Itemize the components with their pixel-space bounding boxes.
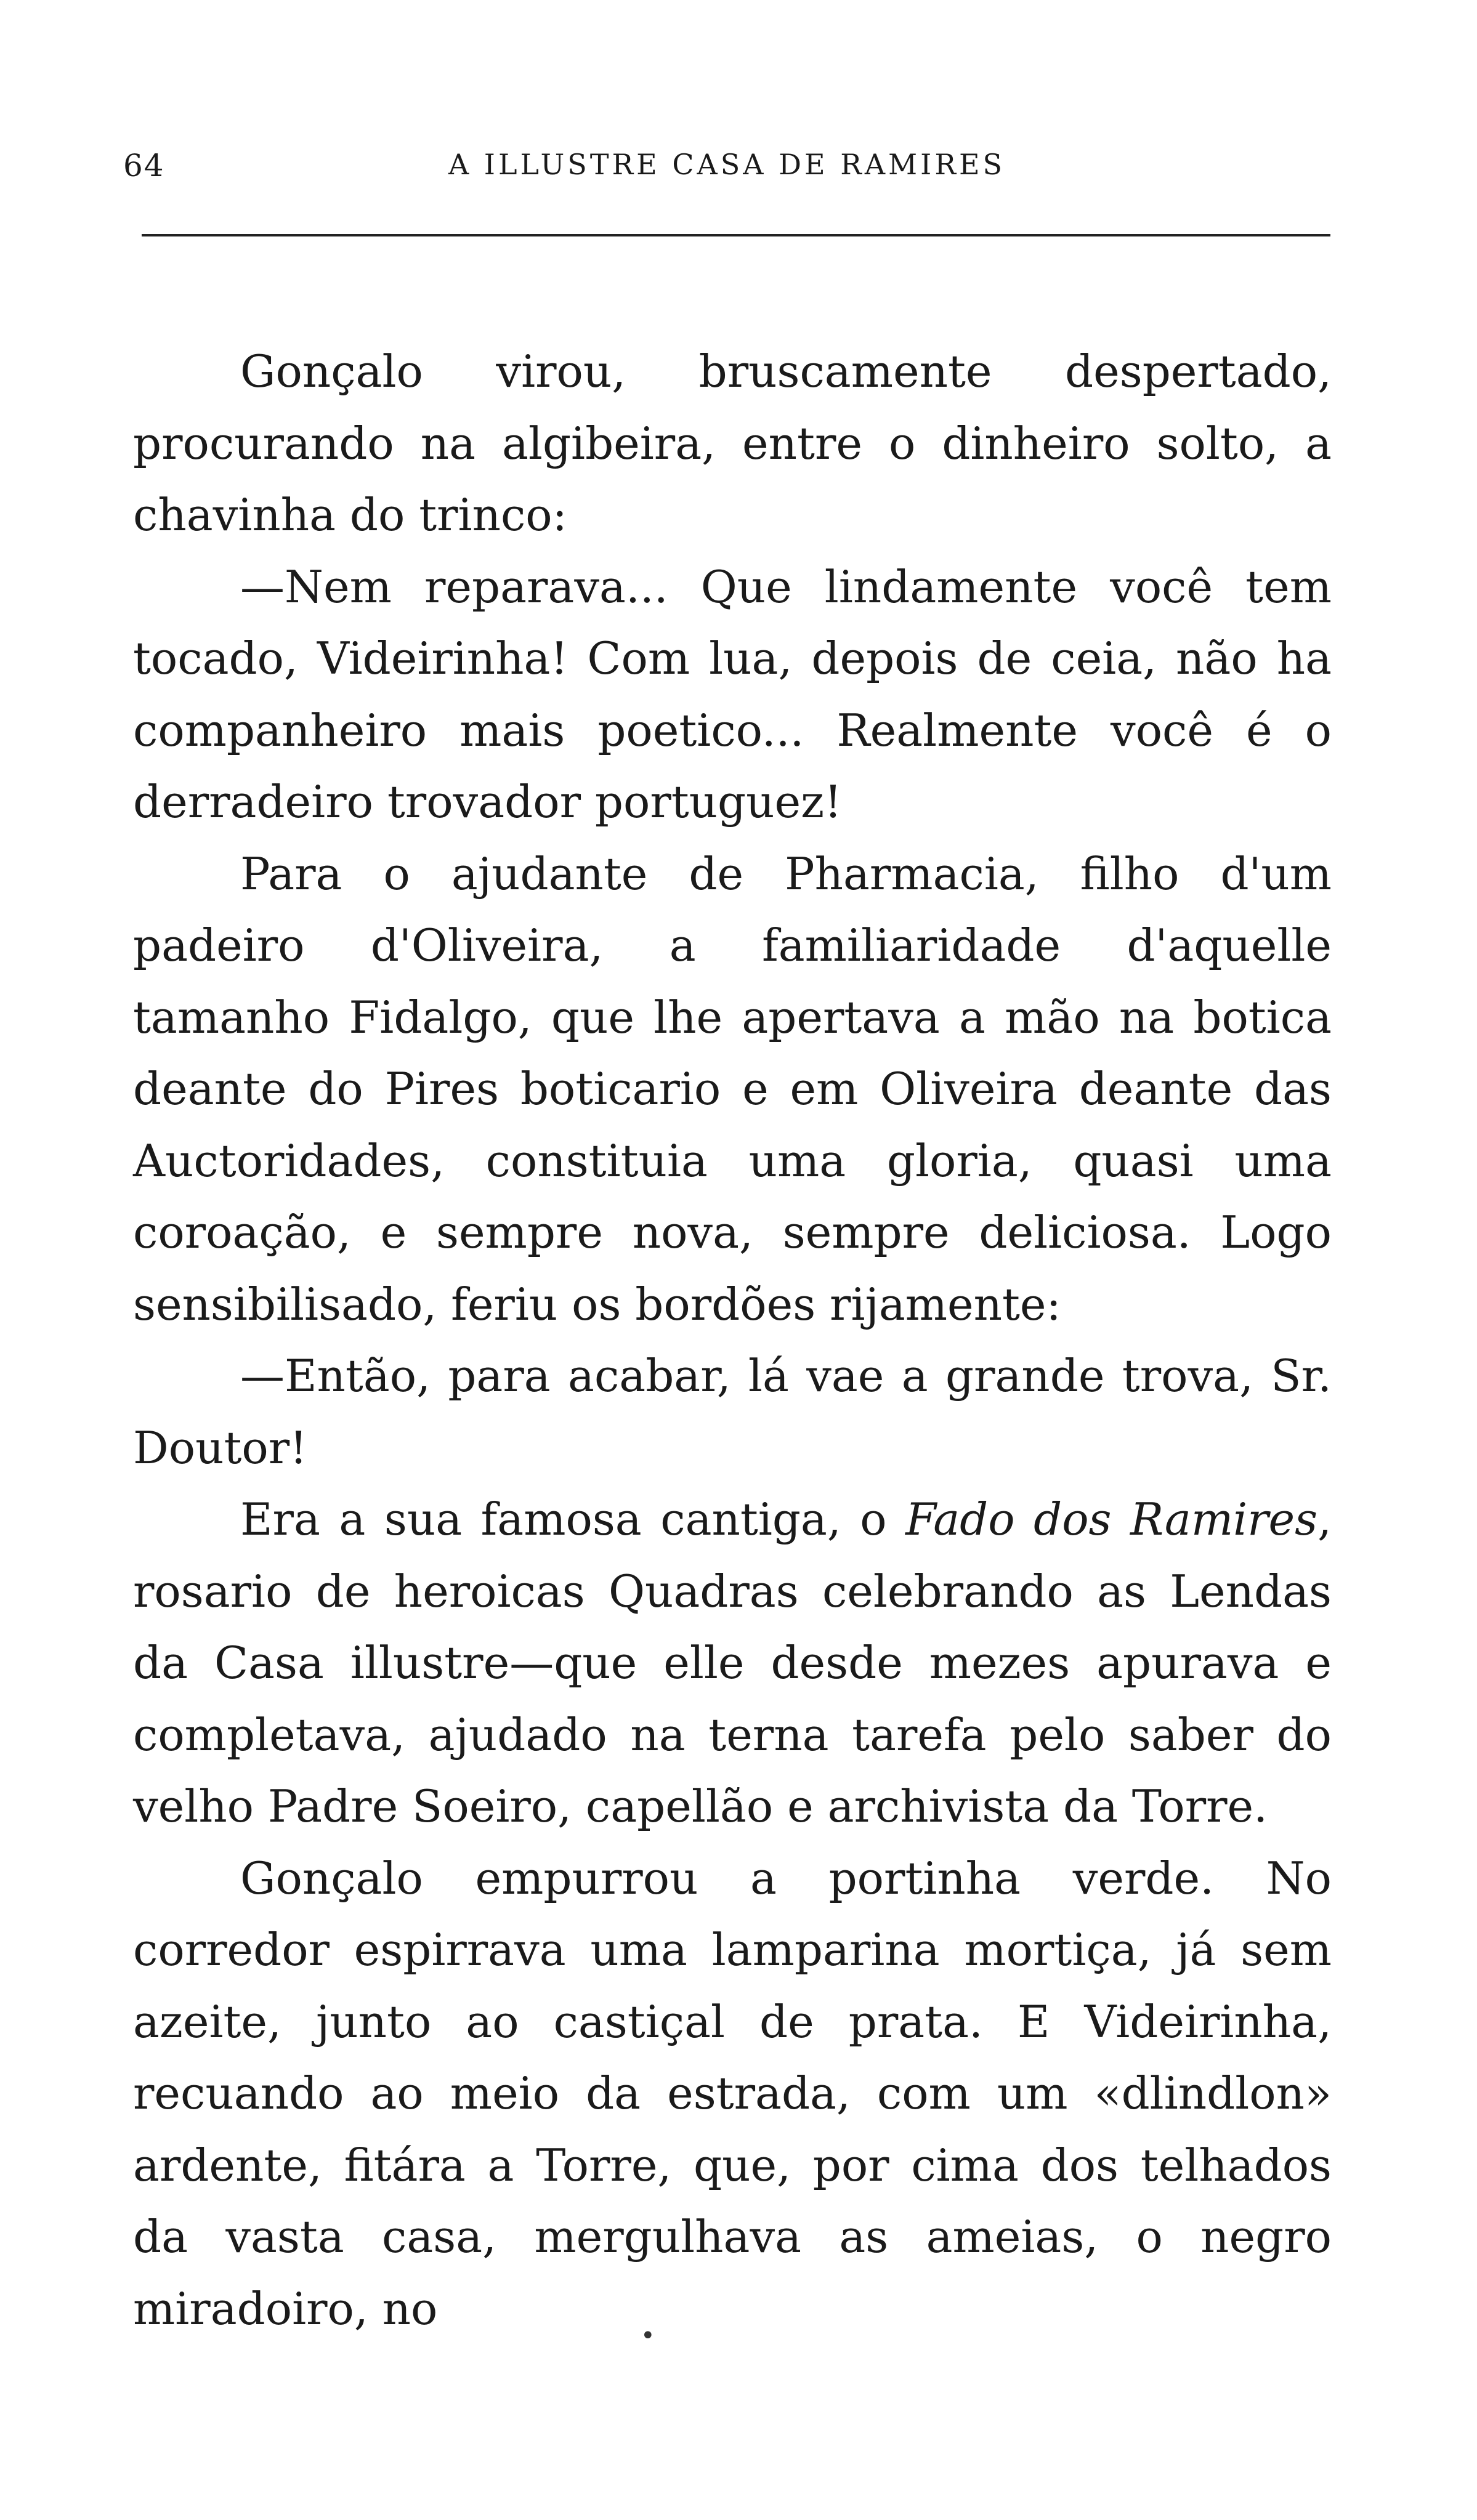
paragraph-2: —Nem reparava... Que lindamente você tem tocado, Videirinha! Com lua, depois de ceia, não ha companheiro mais poetico... Realmente você é o derradeiro trovador portuguez! [133,560,1332,828]
paragraph-4: —Então, para acabar, lá vae a grande trova, Sr. Doutor! [133,1350,1332,1474]
song-title: Fado dos Ramires [905,1493,1318,1545]
paragraph-5 [133,1484,1332,1843]
paragraph-1: Gonçalo virou, bruscamente despertado, procurando na algibeira, entre o dinheiro solto, a chavinha do trinco: [133,345,1332,541]
page-number: 64 [123,148,165,184]
paragraph-5-after: , rosario de heroicas Quadras celebrando as Lendas da Casa illustre—que elle desde mezes apurava e completava, ajudado na terna tarefa pelo saber do velho Padre Soeiro, capellão e archivista da Torre. [133,1493,1332,1832]
paragraph-5-before: Era a sua famosa cantiga, o [240,1493,906,1545]
body-text [133,336,1332,2344]
header-rule [142,234,1330,236]
paragraph-3: Para o ajudante de Pharmacia, filho d'um padeiro d'Oliveira, a familiaridade d'aquelle tamanho Fidalgo, que lhe apertava a mão na botica deante do Pires boticario e em Oliveira deante das Auctoridades, constituia uma gloria, quasi uma coroação, e sempre nova, sempre deliciosa. Logo sensibilisado, feriu os bordões rijamente: [133,847,1332,1330]
paragraph-6: Gonçalo empurrou a portinha verde. No corredor espirrava uma lamparina mortiça, já sem azeite, junto ao castiçal de prata. E Videirinha, recuando ao meio da estrada, com um «dlindlon» ardente, fitára a Torre, que, por cima dos telhados da vasta casa, mergulhava as ameias, o negro miradoiro, no [133,1852,1332,2335]
running-title: A ILLUSTRE CASA DE RAMIRES [448,148,1006,181]
footer-mark: • [641,2322,655,2350]
page-header [123,148,1330,197]
